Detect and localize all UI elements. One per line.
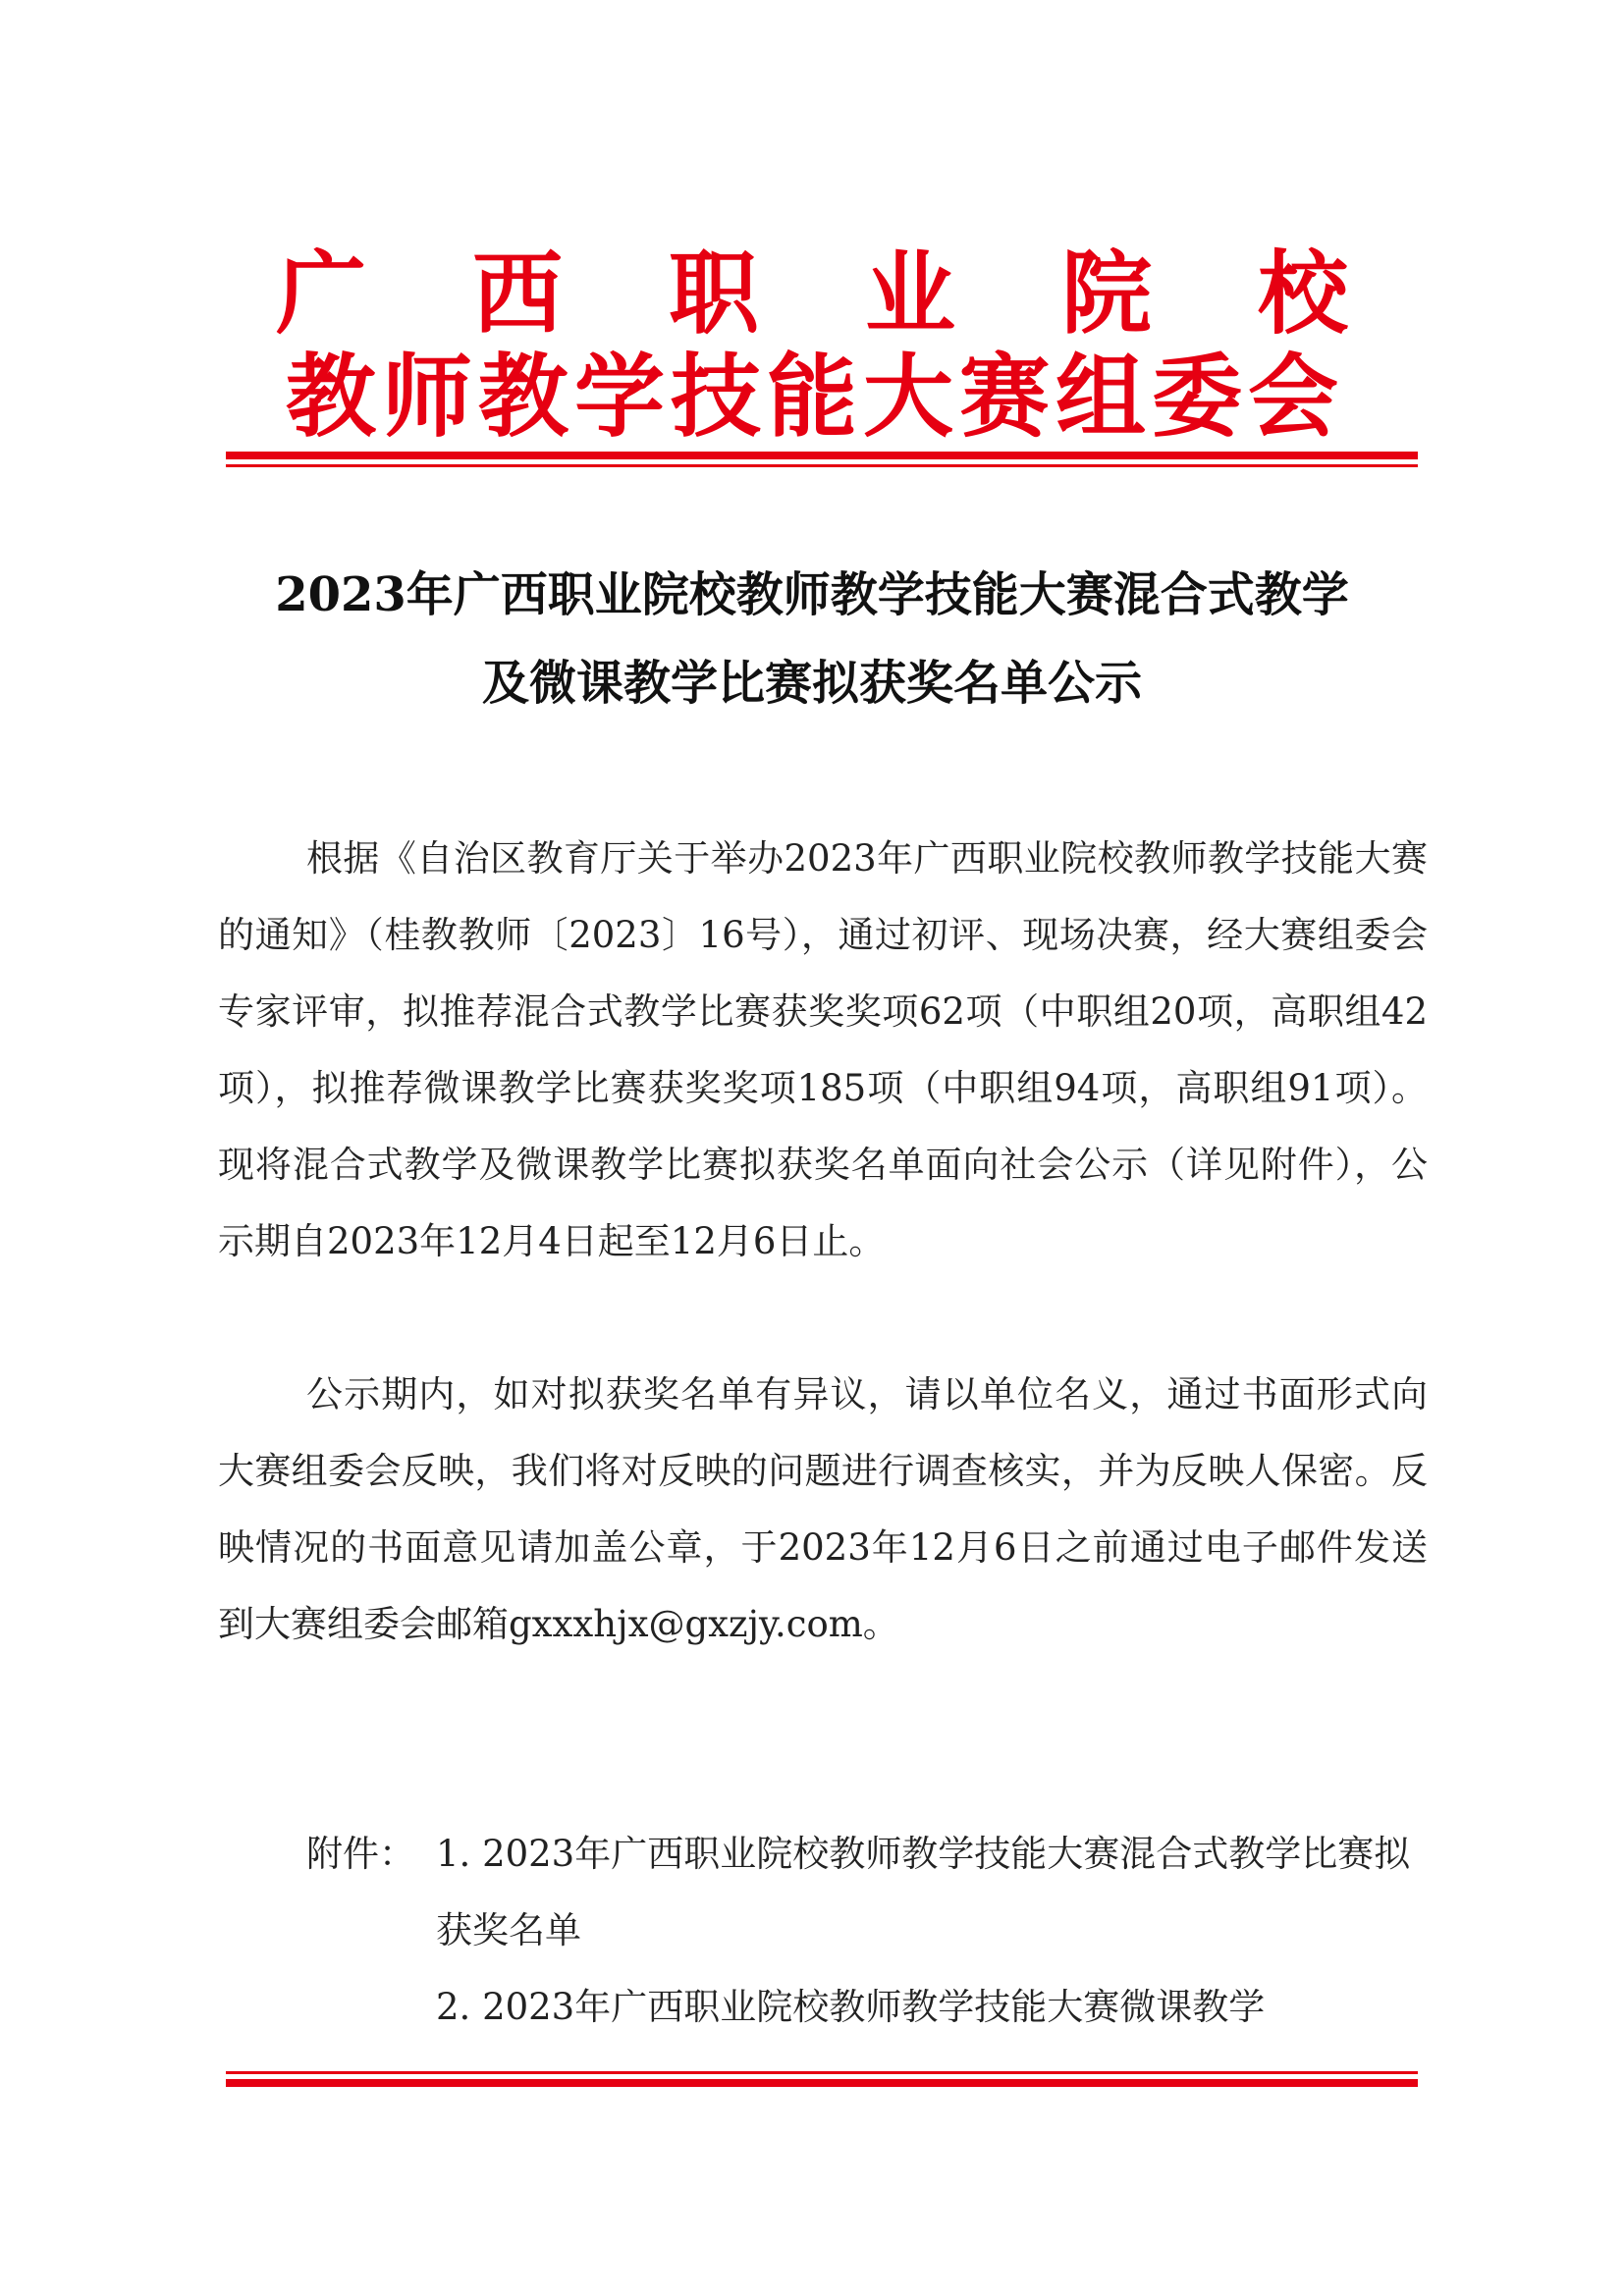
- body-paragraph-2: 公示期内，如对拟获奖名单有异议，请以单位名义，通过书面形式向大赛组委会反映，我们将对反映的问题进行调查核实，并为反映人保密。反映情况的书面意见请加盖公章，于2023年12月6日之前通过电子邮件发送到大赛组委会邮箱gxxxhjx@gxzjy.com。: [218, 1373, 1428, 1645]
- attachments-label: 附件：: [306, 1833, 415, 1875]
- body-paragraph-1: 根据《自治区教育厅关于举办2023年广西职业院校教师教学技能大赛的通知》（桂教教师〔2023〕16号），通过初评、现场决赛，经大赛组委会专家评审，拟推荐混合式教学比赛获奖奖项62项（中职组20项，高职组42项），拟推荐微课教学比赛获奖奖项185项（中职组94项，高职组91项）。现将混合式教学及微课教学比赛拟获奖名单面向社会公示（详见附件），公示期自2023年12月4日起至12月6日止。: [218, 837, 1428, 1262]
- header-divider-thick: [226, 452, 1418, 459]
- footer-divider-thin: [226, 2071, 1418, 2074]
- attachment-item-2: 2. 2023年广西职业院校教师教学技能大赛微课教学: [436, 1986, 1266, 2028]
- attachment-item-1: 1. 2023年广西职业院校教师教学技能大赛混合式教学比赛拟获奖名单: [436, 1833, 1411, 1951]
- footer-divider-thick: [226, 2079, 1418, 2087]
- document-title-line2: 及微课教学比赛拟获奖名单公示: [481, 656, 1142, 711]
- document-title-line1: 2023年广西职业院校教师教学技能大赛混合式教学: [275, 567, 1349, 622]
- header-divider-thin: [226, 464, 1418, 467]
- issuer-name-line1: 广西职业院校: [275, 241, 1454, 347]
- issuer-name-line2: 教师教学技能大赛组委会: [285, 345, 1344, 450]
